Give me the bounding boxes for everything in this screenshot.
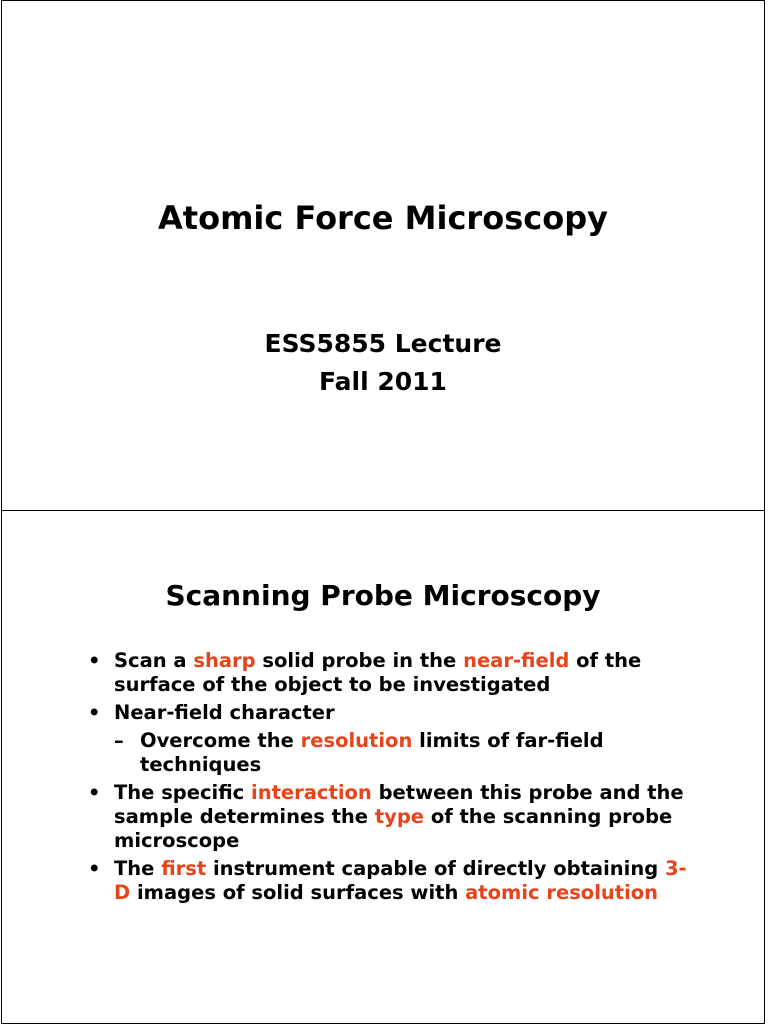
bullet-icon: • — [88, 649, 101, 672]
bullet-item — [88, 781, 688, 853]
text: Near-field character — [114, 701, 335, 724]
highlight: interaction — [251, 781, 372, 804]
text: instrument capable of directly obtaining — [206, 857, 665, 880]
highlight: 3-D — [114, 857, 687, 904]
bullet-item — [88, 857, 688, 905]
text: between this probe and the sample determines the — [114, 781, 684, 828]
slide-1 — [1, 0, 765, 511]
highlight: near-field — [463, 649, 570, 672]
course-code: ESS5855 Lecture — [264, 329, 502, 358]
text: Scan a — [114, 649, 194, 672]
text: images of solid surfaces with — [130, 881, 466, 904]
bullet-item — [88, 649, 688, 697]
bullet-icon: • — [88, 701, 101, 724]
bullet-icon: • — [88, 781, 101, 804]
bullet-list — [88, 649, 688, 909]
text: The — [114, 857, 162, 880]
highlight: sharp — [193, 649, 256, 672]
sub-bullet-item — [88, 729, 688, 777]
highlight: first — [161, 857, 207, 880]
text: of the surface of the object to be investigated — [114, 649, 642, 696]
text: limits of far-field techniques — [140, 729, 604, 776]
dash-icon: – — [114, 729, 124, 752]
highlight: type — [374, 805, 425, 828]
text: The specific — [114, 781, 252, 804]
slide-title: Scanning Probe Microscopy — [165, 579, 601, 612]
slide-title: Atomic Force Microscopy — [158, 199, 608, 237]
highlight: atomic resolution — [465, 881, 659, 904]
slide-2 — [1, 510, 765, 1024]
highlight: resolution — [300, 729, 413, 752]
text: solid probe in the — [255, 649, 464, 672]
term: Fall 2011 — [319, 367, 447, 396]
bullet-icon: • — [88, 857, 101, 880]
text: Overcome the — [140, 729, 301, 752]
bullet-item — [88, 701, 688, 725]
text: of the scanning probe microscope — [114, 805, 673, 852]
